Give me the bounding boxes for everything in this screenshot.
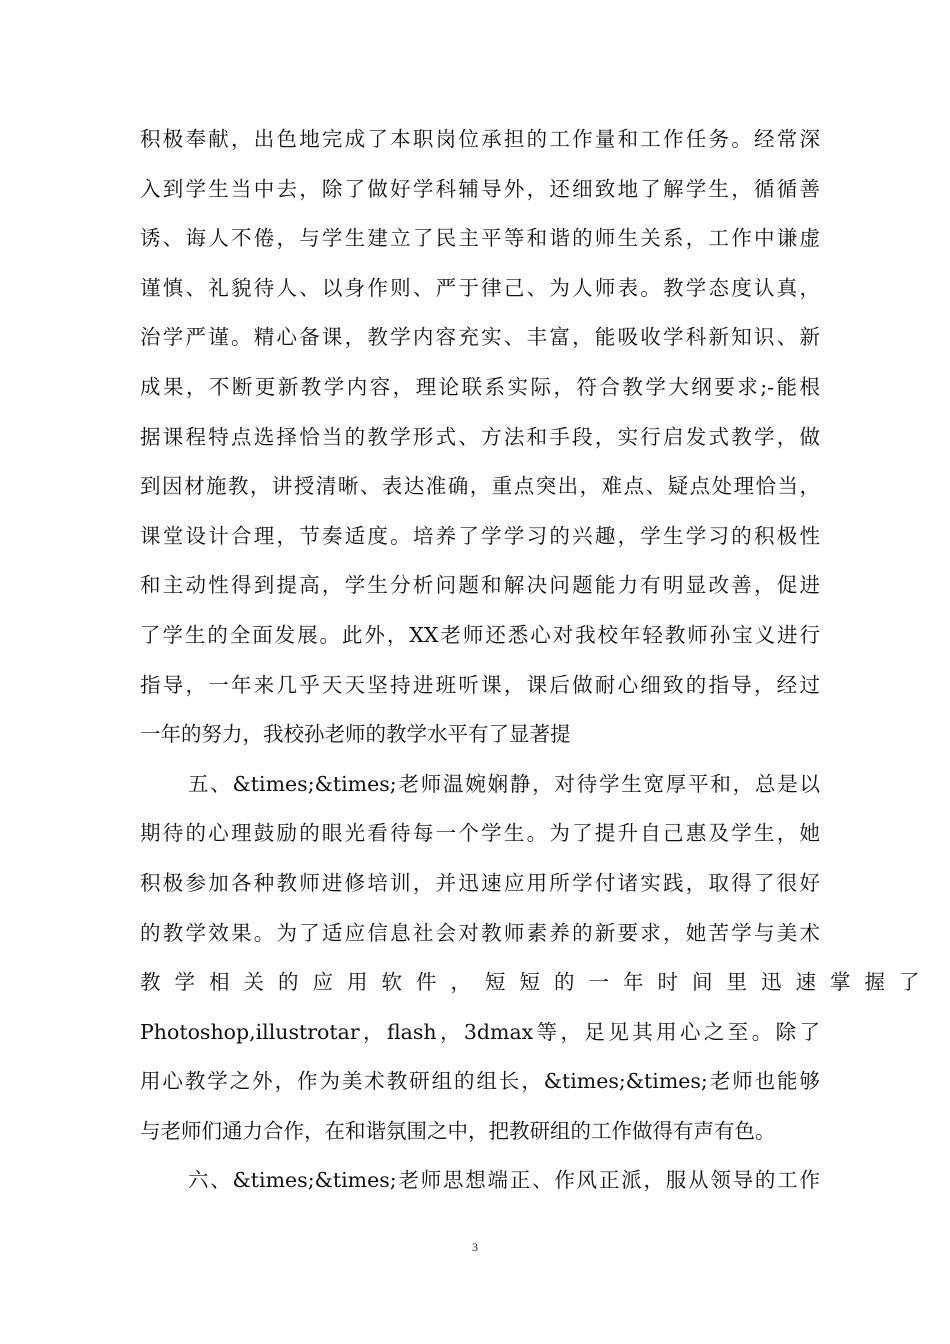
paragraph-last-line: 一年的努力，我校孙老师的教学水平有了显著提 [140,722,571,747]
text-line: 期待的心理鼓励的眼光看待每一个学生。为了提升自己惠及学生，她 [140,821,820,846]
text-line: 了学生的全面发展。此外，XX老师还悉心对我校年轻教师孙宝义进行 [140,622,820,647]
text-line: 据课程特点选择恰当的教学形式、方法和手段，实行启发式教学，做 [140,424,820,449]
page-number: 3 [472,1240,478,1254]
text-line: 指导，一年来几乎天天坚持进班听课，课后做耐心细致的指导，经过 [140,672,820,697]
body-text [140,115,934,1206]
paragraph-first-line: 六、&times;&times;老师思想端正、作风正派，服从领导的工作 [188,1168,820,1193]
text-line: 入到学生当中去，除了做好学科辅导外，还细致地了解学生，循循善 [140,176,820,201]
paragraph-first-line: 五、&times;&times;老师温婉娴静，对待学生宽厚平和，总是以 [188,771,820,796]
paragraph-last-line: 与老师们通力合作，在和谐氛围之中，把教研组的工作做得有声有色。 [140,1118,776,1143]
text-line: 积极参加各种教师进修培训，并迅速应用所学付诸实践，取得了很好 [140,870,820,895]
text-line: 和主动性得到提高，学生分析问题和解决问题能力有明显改善，促进 [140,573,820,598]
text-line: 成果，不断更新教学内容，理论联系实际，符合教学大纲要求;-能根 [140,374,820,399]
text-line: 课堂设计合理，节奏适度。培养了学学习的兴趣，学生学习的积极性 [140,523,820,548]
text-line: 谨慎、礼貌待人、以身作则、严于律己、为人师表。教学态度认真， [140,275,820,300]
text-line-spaced: 教学相关的应用软件，短短的一年时间里迅速掌握了 [140,970,934,995]
text-line: 诱、诲人不倦，与学生建立了民主平等和谐的师生关系，工作中谦虚 [140,226,820,251]
text-line: 的教学效果。为了适应信息社会对教师素养的新要求，她苦学与美术 [140,920,820,945]
text-line: 到因材施教，讲授清晰、表达准确，重点突出，难点、疑点处理恰当， [140,474,820,499]
text-line: 治学严谨。精心备课，教学内容充实、丰富，能吸收学科新知识、新 [140,325,820,350]
text-line: Photoshop,illustrotar，flash，3dmax等，足见其用心之至。除了 [140,1019,820,1044]
text-line: 用心教学之外，作为美术教研组的组长，&times;&times;老师也能够 [140,1069,820,1094]
text-line: 积极奉献，出色地完成了本职岗位承担的工作量和工作任务。经常深 [140,127,820,151]
